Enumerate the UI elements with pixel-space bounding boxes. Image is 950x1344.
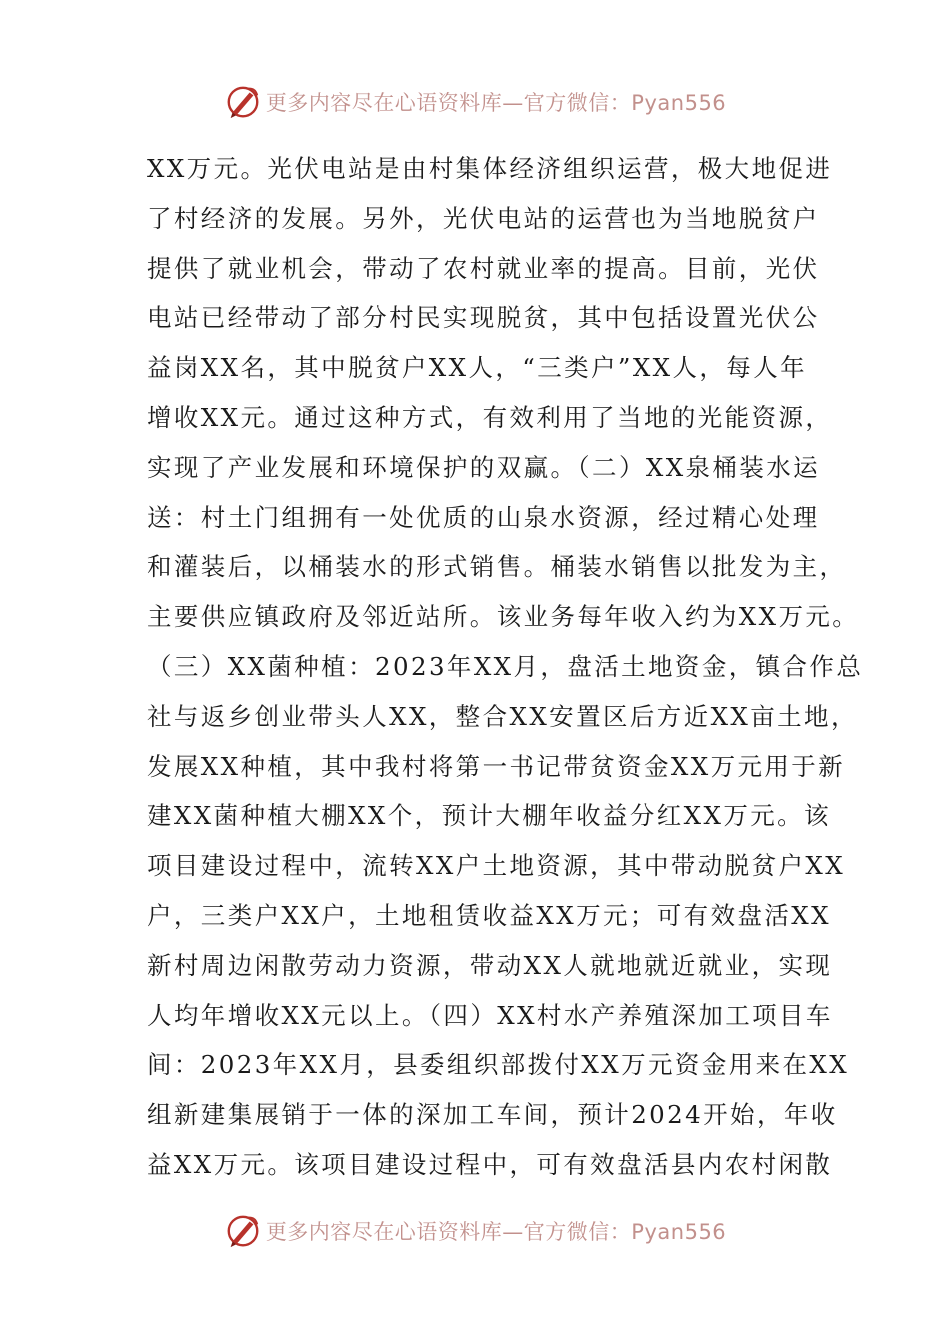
body-line: 建XX菌种植大棚XX个，预计大棚年收益分红XX万元。该 (147, 801, 831, 831)
body-line: 实现了产业发展和环境保护的双赢。（二）XX泉桶装水运 (147, 452, 821, 482)
body-line: XX万元。光伏电站是由村集体经济组织运营，极大地促进 (147, 154, 833, 183)
body-line: 人均年增收XX元以上。（四）XX村水产养殖深加工项目车 (147, 1000, 833, 1030)
body-line: 提供了就业机会，带动了农村就业率的提高。目前，光伏 (147, 253, 820, 283)
header-banner-text: 更多内容尽在心语资料库—官方微信：Pyan556 (265, 91, 727, 115)
body-line: 主要供应镇政府及邻近站所。该业务每年收入约为XX万元。 (147, 602, 860, 632)
pen-nib-logo-icon (224, 83, 262, 121)
body-line: 送：村土门组拥有一处优质的山泉水资源，经过精心处理 (147, 502, 820, 532)
body-line: 户，三类户XX户，土地租赁收益XX万元；可有效盘活XX (147, 900, 831, 930)
body-line: 了村经济的发展。另外，光伏电站的运营也为当地脱贫户 (147, 203, 820, 233)
body-line: 间：2023年XX月，县委组织部拨付XX万元资金用来在XX (147, 1050, 850, 1080)
body-line: 发展XX种植，其中我村将第一书记带贫资金XX万元用于新 (147, 751, 846, 781)
body-line: （三）XX菌种植：2023年XX月，盘活土地资金，镇合作总 (147, 651, 864, 681)
body-line: 益XX万元。该项目建设过程中，可有效盘活县内农村闲散 (147, 1149, 833, 1179)
body-line: 社与返乡创业带头人XX，整合XX安置区后方近XX亩土地， (147, 701, 858, 731)
document-body (147, 144, 864, 1190)
body-line: 和灌装后，以桶装水的形式销售。桶装水销售以批发为主， (147, 552, 847, 582)
body-line: 增收XX元。通过这种方式，有效利用了当地的光能资源， (147, 402, 833, 432)
footer-banner-text: 更多内容尽在心语资料库—官方微信：Pyan556 (265, 1220, 727, 1244)
body-line: 益岗XX名，其中脱贫户XX人，“三类户”XX人，每人年 (147, 353, 807, 383)
header-banner (0, 77, 950, 127)
body-line: 项目建设过程中，流转XX户土地资源，其中带动脱贫户XX (147, 851, 846, 881)
body-line: 组新建集展销于一体的深加工车间，预计2024开始，年收 (147, 1100, 838, 1130)
footer-banner (0, 1206, 950, 1256)
pen-nib-logo-icon (224, 1212, 262, 1250)
body-line: 电站已经带动了部分村民实现脱贫，其中包括设置光伏公 (147, 303, 820, 333)
body-line: 新村周边闲散劳动力资源，带动XX人就地就近就业，实现 (147, 950, 833, 980)
